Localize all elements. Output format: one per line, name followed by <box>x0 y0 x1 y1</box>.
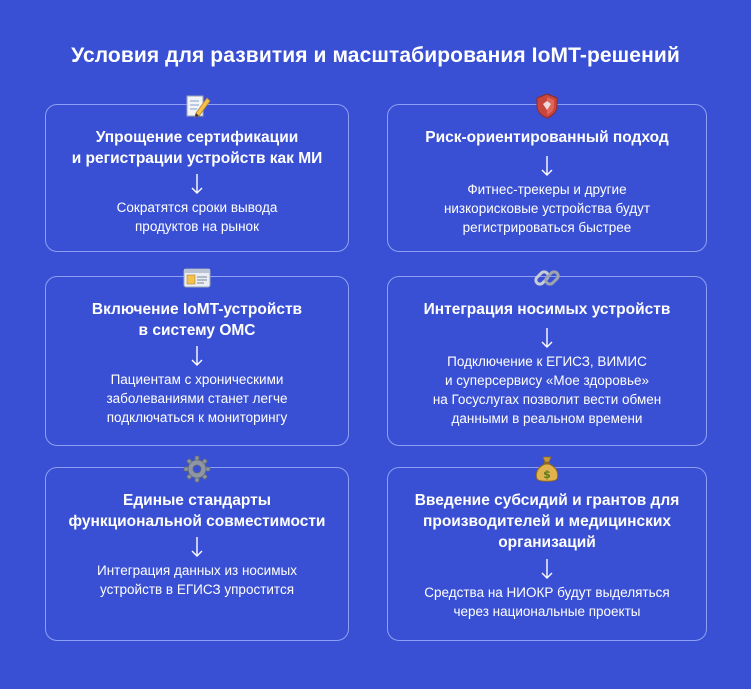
page-title: Условия для развития и масштабирования IoMT-решений <box>71 44 680 67</box>
chain-link-icon <box>532 263 562 293</box>
arrow-down-icon <box>189 535 205 559</box>
gear-icon <box>182 454 212 484</box>
card-title: Интеграция носимых устройств <box>423 301 671 318</box>
arrow-down-icon <box>539 557 555 581</box>
card-title: Единые стандарты функциональной совместимости <box>68 492 326 530</box>
card-body: Интеграция данных из носимых устройств в ЕГИСЗ упростится <box>97 563 297 597</box>
condition-card-integration <box>387 276 707 446</box>
condition-card-standards <box>45 467 349 641</box>
shield-icon <box>532 91 562 121</box>
svg-text:$: $ <box>543 468 551 481</box>
card-title: Риск-ориентированный подход <box>425 129 669 146</box>
money-bag-icon <box>532 454 562 484</box>
condition-card-subsidies <box>387 467 707 641</box>
card-title: Упрощение сертификации и регистрации устройств как МИ <box>71 129 323 167</box>
arrow-down-icon <box>539 326 555 350</box>
arrow-down-icon <box>539 154 555 178</box>
card-body: Пациентам с хроническими заболеваниями станет легче подключаться к мониторингу <box>106 372 288 425</box>
arrow-down-icon <box>189 344 205 368</box>
card-body: Подключение к ЕГИСЗ, ВИМИС и суперсервису «Мое здоровье» на Госуслугах позволит вести обмен данными в реальном времени <box>432 354 662 426</box>
condition-card-risk <box>387 104 707 252</box>
memo-pencil-icon <box>182 91 212 121</box>
condition-card-certification <box>45 104 349 252</box>
card-body: Сократятся сроки вывода продуктов на рынок <box>116 200 278 234</box>
condition-card-oms <box>45 276 349 446</box>
id-card-icon <box>182 263 212 293</box>
card-body: Средства на НИОКР будут выделяться через национальные проекты <box>424 585 670 619</box>
card-title: Включение IoMT-устройств в систему ОМС <box>91 301 303 339</box>
card-title: Введение субсидий и грантов для производителей и медицинских организаций <box>414 492 680 551</box>
card-body: Фитнес-трекеры и другие низкорисковые устройства будут регистрироваться быстрее <box>443 182 651 235</box>
arrow-down-icon <box>189 172 205 196</box>
